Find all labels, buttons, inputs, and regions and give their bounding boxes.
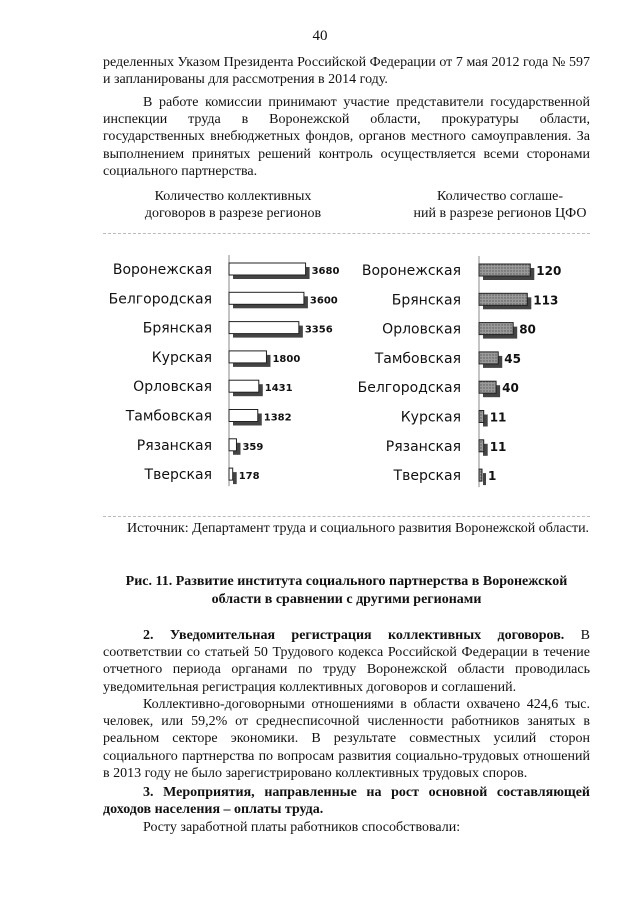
chart1-bar-shadow — [233, 326, 303, 338]
chart2-bar — [479, 264, 530, 276]
chart1-bar — [229, 468, 233, 480]
paragraph-wages: Росту заработной платы работников способствовали: — [143, 820, 461, 835]
chart1-bar-shadow — [233, 267, 310, 279]
paragraph-continuation: ределенных Указом Президента Российской Федерации от 7 мая 2012 года № 597 и запланированы для рассмотрения в 2014 году. — [103, 55, 590, 88]
paragraph-commission: В работе комиссии принимают участие представители государственной инспекции труда в Воронежской области, прокуратуры области, государственных внебюджетных фондов, органов местного самоуправления. За выполнением принятых решений контроль осуществляется всеми сторонами социального партнерства. — [103, 95, 590, 179]
chart2-bar-shadow — [483, 385, 500, 397]
chart1-bar-shadow — [233, 384, 263, 396]
chart1-category-label: Белгородская — [108, 291, 212, 308]
chart1-value-label: 3600 — [309, 295, 338, 307]
section2-paragraph — [103, 627, 590, 696]
chart1-bar — [229, 410, 258, 422]
section3-title: 3. Мероприятия, направленные на рост основной составляющей доходов населения – оплаты труда. — [103, 785, 590, 818]
paragraph-coverage: Коллективно-договорными отношениями в области охвачено 424,6 тыс. человек, или 59,2% от среднесписочной численности работников занятых в реальном секторе экономики. В результате совместных усилий сторон социального партнерства по вопросам развития социально-трудовых отношений в 2013 году не было зарегистрировано коллективных трудовых споров. — [103, 697, 590, 781]
chart-bottom-divider — [103, 516, 590, 517]
chart1-title-line2: договоров в разрезе регионов — [144, 206, 322, 221]
section2-text: В соответствии со статьей 50 Трудового кодекса Российской Федерации в течение отчетного периода органами по труду Воронежской области проводилась уведомительная регистрация коллективных договоров и соглашений. — [103, 628, 590, 695]
chart1-bar — [229, 380, 259, 392]
chart1-value-label: 1382 — [263, 412, 292, 424]
chart1-bar — [229, 351, 266, 363]
chart1-value-label: 359 — [242, 441, 264, 453]
chart1-bar — [229, 439, 236, 451]
chart2-value-label: 40 — [502, 381, 519, 396]
chart1-value-label: 3356 — [304, 324, 333, 336]
chart2-bar — [479, 323, 513, 335]
chart1-bar — [229, 263, 306, 275]
chart2-value-label: 120 — [536, 264, 562, 278]
chart1-value-label: 1800 — [272, 353, 301, 365]
chart2-category-label: Белгородская — [357, 380, 461, 397]
chart2-bar-shadow — [483, 268, 534, 280]
chart1-bar-shadow — [233, 296, 308, 308]
chart2-bar — [479, 440, 484, 452]
chart1-category-label: Тамбовская — [125, 408, 212, 425]
chart2-category-label: Воронежская — [361, 263, 461, 279]
chart1-title-line1: Количество коллективных — [154, 189, 312, 204]
chart1-bar-shadow — [233, 414, 262, 426]
chart2-bar-shadow — [483, 473, 486, 485]
chart1-bar-shadow — [233, 443, 240, 455]
chart2-value-label: 1 — [488, 469, 497, 484]
chart2-value-label: 11 — [489, 439, 507, 454]
chart1-category-label: Тверская — [144, 467, 212, 484]
chart1-category-label: Рязанская — [136, 437, 212, 454]
chart2-category-label: Рязанская — [385, 438, 461, 455]
chart1-value-label: 3680 — [311, 266, 340, 277]
chart2-category-label: Тверская — [393, 468, 461, 485]
chart2-value-label: 80 — [519, 322, 536, 337]
chart2-category-label: Орловская — [382, 321, 461, 338]
chart2-bar-shadow — [483, 297, 531, 309]
chart1-category-label: Орловская — [133, 379, 212, 396]
chart1-title — [118, 188, 348, 222]
chart1 — [109, 255, 340, 486]
chart2-bar — [479, 469, 482, 481]
chart2-bar-shadow — [483, 444, 488, 456]
chart2-title-line1: Количество соглаше- — [437, 189, 563, 204]
chart-top-divider — [103, 233, 590, 234]
chart2 — [358, 256, 562, 487]
chart2-category-label: Брянская — [391, 292, 461, 309]
section2-title: 2. Уведомительная регистрация коллективных договоров. — [143, 628, 565, 643]
chart1-bar-shadow — [233, 472, 237, 484]
page-number: 40 — [312, 28, 328, 44]
chart2-bar — [479, 352, 498, 364]
chart2-bar — [479, 293, 527, 305]
chart2-value-label: 45 — [504, 351, 521, 366]
chart2-category-label: Тамбовская — [374, 350, 461, 367]
chart2-title — [385, 188, 615, 222]
chart1-bar — [229, 292, 304, 304]
chart1-category-label: Брянская — [142, 320, 212, 337]
figure-caption: Рис. 11. Развитие института социального партнерства в Воронежской области в сравнении с другими регионами — [125, 574, 568, 607]
chart2-bar — [479, 381, 496, 393]
chart1-bar — [229, 322, 299, 334]
chart2-bar-shadow — [483, 415, 488, 427]
chart2-value-label: 11 — [489, 410, 507, 425]
chart1-bar-shadow — [233, 355, 270, 367]
chart2-category-label: Курская — [400, 409, 461, 426]
source-note: Источник: Департамент труда и социального развития Воронежской области. — [127, 521, 590, 536]
chart2-bar-shadow — [483, 327, 517, 339]
chart2-title-line2: ний в разрезе регионов ЦФО — [413, 206, 587, 221]
chart2-bar — [479, 411, 484, 423]
chart1-value-label: 1431 — [264, 383, 293, 395]
chart1-category-label: Воронежская — [112, 262, 212, 278]
chart1-value-label: 178 — [238, 471, 260, 483]
chart2-bar-shadow — [483, 356, 502, 368]
chart1-category-label: Курская — [151, 349, 212, 366]
chart2-value-label: 113 — [533, 293, 559, 308]
